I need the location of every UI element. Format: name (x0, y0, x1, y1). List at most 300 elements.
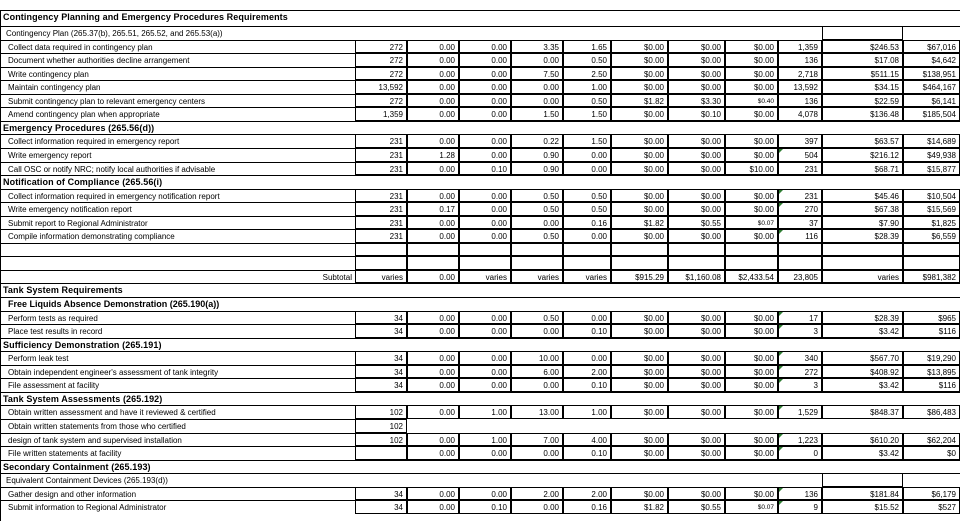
table-row (0, 256, 960, 270)
table-cell: 0.00 (459, 324, 511, 338)
table-cell (668, 256, 725, 270)
table-cell: $67.38 (822, 202, 903, 216)
table-cell: 0.00 (407, 107, 459, 121)
table-cell: 0.00 (407, 162, 459, 176)
table-cell (903, 243, 960, 257)
table-cell: 4,078 (778, 107, 822, 121)
table-cell: $0.00 (611, 351, 668, 365)
table-cell: 0.17 (407, 202, 459, 216)
subsection-label: Equivalent Containment Devices (265.193(d)) (0, 473, 822, 487)
table-cell: 0.50 (511, 229, 563, 243)
table-row (0, 338, 960, 352)
row-label: Collect information required in emergency notification report (0, 189, 355, 203)
table-cell: $0.00 (611, 433, 668, 447)
table-cell: 1,359 (778, 40, 822, 54)
table-cell: $17.08 (822, 53, 903, 67)
table-cell: 2.00 (563, 365, 611, 379)
table-cell: 3.35 (511, 40, 563, 54)
table-cell: $610.20 (822, 433, 903, 447)
table-row (0, 378, 960, 392)
table-cell: 0.00 (459, 216, 511, 230)
table-cell: $3.42 (822, 324, 903, 338)
table-cell: $28.39 (822, 311, 903, 325)
table-cell (822, 243, 903, 257)
table-cell: 0.10 (459, 500, 511, 514)
table-cell: $0.00 (725, 351, 778, 365)
table-row (0, 311, 960, 325)
table-cell: $0.00 (611, 405, 668, 419)
table-row (0, 283, 960, 297)
table-cell: 231 (355, 229, 407, 243)
table-cell: 0.00 (407, 189, 459, 203)
table-cell: 0.22 (511, 134, 563, 148)
table-cell: 1.65 (563, 40, 611, 54)
table-row (0, 500, 960, 514)
table-cell (611, 256, 668, 270)
table-cell: $0.00 (668, 80, 725, 94)
table-cell: 0.00 (407, 40, 459, 54)
table-cell: $0.00 (668, 365, 725, 379)
table-cell: 0.00 (407, 67, 459, 81)
table-cell (725, 256, 778, 270)
table-cell: $0.00 (725, 311, 778, 325)
table-cell: $0 (903, 446, 960, 460)
table-cell: 2.00 (511, 487, 563, 501)
section-heading: Tank System Requirements (0, 283, 960, 297)
row-label: Submit contingency plan to relevant emergency centers (0, 94, 355, 108)
table-row (0, 351, 960, 365)
table-cell (903, 473, 960, 487)
table-cell: 6.00 (511, 365, 563, 379)
table-cell: 116 (778, 229, 822, 243)
table-cell: $0.00 (725, 53, 778, 67)
cell-comment-marker (779, 501, 783, 505)
table-cell: 1.50 (511, 107, 563, 121)
table-cell: 0.00 (459, 80, 511, 94)
table-cell: 136 (778, 94, 822, 108)
table-row (0, 392, 960, 406)
table-cell: $0.00 (668, 189, 725, 203)
table-cell (511, 243, 563, 257)
table-cell: 272 (355, 67, 407, 81)
table-cell: $0.00 (611, 202, 668, 216)
table-cell: $22.59 (822, 94, 903, 108)
table-cell: $116 (903, 378, 960, 392)
table-cell: $45.46 (822, 189, 903, 203)
table-cell: $4,642 (903, 53, 960, 67)
table-cell: $0.00 (725, 189, 778, 203)
table-cell: 0.50 (563, 189, 611, 203)
table-cell: $0.00 (611, 80, 668, 94)
table-cell: $0.00 (725, 229, 778, 243)
table-cell: 231 (355, 216, 407, 230)
table-cell: $0.00 (611, 162, 668, 176)
table-cell: 17 (778, 311, 822, 325)
table-cell: $13,895 (903, 365, 960, 379)
table-cell: $0.00 (668, 162, 725, 176)
table-cell (563, 243, 611, 257)
row-label: Obtain independent engineer's assessment of tank integrity (0, 365, 355, 379)
table-cell: $0.00 (725, 487, 778, 501)
table-cell: 34 (355, 311, 407, 325)
table-row (0, 460, 960, 474)
table-cell: $0.00 (611, 446, 668, 460)
table-cell: $0.00 (611, 311, 668, 325)
table-cell: 0.00 (511, 446, 563, 460)
table-cell: $0.00 (725, 134, 778, 148)
table-cell: 0.00 (459, 487, 511, 501)
row-label: File assessment at facility (0, 378, 355, 392)
row-label: Perform leak test (0, 351, 355, 365)
table-cell: $6,559 (903, 229, 960, 243)
table-cell: varies (822, 270, 903, 284)
table-cell: $0.00 (668, 67, 725, 81)
table-cell: $0.00 (668, 53, 725, 67)
table-cell: $138,951 (903, 67, 960, 81)
table-cell: 0.00 (407, 365, 459, 379)
table-cell: 0.00 (407, 94, 459, 108)
table-cell: 0.00 (459, 94, 511, 108)
table-cell: $0.00 (611, 134, 668, 148)
row-label: Place test results in record (0, 324, 355, 338)
table-cell (668, 243, 725, 257)
table-cell: $0.00 (611, 148, 668, 162)
table-row (0, 80, 960, 94)
table-cell: 0.00 (407, 405, 459, 419)
table-cell: 0.10 (563, 378, 611, 392)
table-cell: 0.10 (563, 324, 611, 338)
table-cell (459, 256, 511, 270)
table-cell: $0.00 (725, 433, 778, 447)
table-cell: $0.00 (611, 40, 668, 54)
table-cell: 231 (355, 134, 407, 148)
table-cell: 3 (778, 378, 822, 392)
row-label: Maintain contingency plan (0, 80, 355, 94)
table-cell: $0.55 (668, 216, 725, 230)
table-cell: $464,167 (903, 80, 960, 94)
table-cell: $0.00 (725, 365, 778, 379)
table-cell: 1,359 (355, 107, 407, 121)
table-row (0, 189, 960, 203)
table-cell: 9 (778, 500, 822, 514)
table-cell: $49,938 (903, 148, 960, 162)
table-cell: $0.00 (725, 202, 778, 216)
table-cell (822, 26, 903, 40)
table-cell: 1.50 (563, 107, 611, 121)
table-cell: $1,825 (903, 216, 960, 230)
table-cell (355, 243, 407, 257)
table-cell: $0.00 (611, 365, 668, 379)
subsection-heading: Free Liquids Absence Demonstration (265.190(a)) (0, 297, 960, 311)
table-cell: $10,504 (903, 189, 960, 203)
subsection-label: Contingency Plan (265.37(b), 265.51, 265.52, and 265.53(a)) (0, 26, 822, 40)
table-cell: $511.15 (822, 67, 903, 81)
table-cell (778, 243, 822, 257)
table-cell: $62,204 (903, 433, 960, 447)
table-cell: $3.42 (822, 446, 903, 460)
table-cell: 0.00 (459, 107, 511, 121)
table-cell (459, 243, 511, 257)
table-cell: 0.00 (459, 148, 511, 162)
table-cell: $185,504 (903, 107, 960, 121)
table-cell: 0.00 (459, 134, 511, 148)
table-cell: 0.00 (407, 500, 459, 514)
table-cell: 0.00 (563, 148, 611, 162)
cell-comment-marker (779, 366, 783, 370)
table-cell: $0.07 (725, 500, 778, 514)
table-cell: 272 (355, 94, 407, 108)
table-cell (407, 256, 459, 270)
table-cell: $0.00 (611, 53, 668, 67)
table-cell (511, 256, 563, 270)
table-cell: $34.15 (822, 80, 903, 94)
row-label: Collect data required in contingency plan (0, 40, 355, 54)
table-cell (0, 256, 355, 270)
cell-comment-marker (779, 447, 783, 451)
table-cell: 0.16 (563, 216, 611, 230)
table-cell: 0.00 (511, 216, 563, 230)
table-cell: $0.00 (725, 107, 778, 121)
table-cell: $0.00 (725, 40, 778, 54)
table-cell: $0.00 (668, 433, 725, 447)
table-row (0, 40, 960, 54)
table-cell (407, 243, 459, 257)
table-cell: 231 (355, 202, 407, 216)
row-label: Compile information demonstrating compliance (0, 229, 355, 243)
table-row (0, 148, 960, 162)
table-cell: 340 (778, 351, 822, 365)
table-cell: 0.90 (511, 162, 563, 176)
table-cell: 0 (778, 446, 822, 460)
table-cell: 231 (355, 148, 407, 162)
table-row (0, 53, 960, 67)
cell-comment-marker (779, 325, 783, 329)
table-cell: 1.00 (563, 80, 611, 94)
section-heading: Secondary Containment (265.193) (0, 460, 960, 474)
table-cell: 1.28 (407, 148, 459, 162)
table-cell (355, 256, 407, 270)
table-cell: 0.10 (563, 446, 611, 460)
table-row (0, 433, 960, 447)
row-label: Amend contingency plan when appropriate (0, 107, 355, 121)
cell-comment-marker (779, 190, 783, 194)
table-cell: 0.00 (459, 311, 511, 325)
table-cell: $28.39 (822, 229, 903, 243)
table-cell: 0.00 (407, 487, 459, 501)
cell-comment-marker (779, 488, 783, 492)
table-cell: 231 (778, 162, 822, 176)
table-cell: 397 (778, 134, 822, 148)
table-cell: 1.00 (459, 405, 511, 419)
table-cell: $14,689 (903, 134, 960, 148)
table-cell: $1.82 (611, 500, 668, 514)
table-cell: $7.90 (822, 216, 903, 230)
table-cell: $0.00 (725, 148, 778, 162)
table-cell: $0.00 (611, 487, 668, 501)
table-cell: 0.00 (511, 80, 563, 94)
table-cell: $0.00 (668, 351, 725, 365)
table-cell: 0.00 (407, 446, 459, 460)
cell-comment-marker (779, 406, 783, 410)
table-cell: 0.00 (407, 378, 459, 392)
table-row (0, 419, 960, 433)
table-row (0, 134, 960, 148)
table-cell: 272 (778, 365, 822, 379)
table-row (0, 270, 960, 284)
table-cell: $3.42 (822, 378, 903, 392)
table-cell: $68.71 (822, 162, 903, 176)
table-row (0, 121, 960, 135)
table-cell: $1,160.08 (668, 270, 725, 284)
table-cell: 7.00 (511, 433, 563, 447)
table-cell: $0.00 (725, 80, 778, 94)
table-cell: 4.00 (563, 433, 611, 447)
cell-comment-marker (779, 203, 783, 207)
row-label: Perform tests as required (0, 311, 355, 325)
table-row (0, 324, 960, 338)
table-cell: $408.92 (822, 365, 903, 379)
table-cell: $0.00 (668, 324, 725, 338)
subtotal-label: Subtotal (0, 270, 355, 284)
table-cell (563, 256, 611, 270)
table-cell: 136 (778, 53, 822, 67)
table-cell: 0.00 (459, 189, 511, 203)
table-cell: 0.50 (511, 189, 563, 203)
table-cell (822, 256, 903, 270)
table-cell: $10.00 (725, 162, 778, 176)
table-cell: 0.00 (407, 229, 459, 243)
table-cell: 0.00 (459, 365, 511, 379)
row-label: Call OSC or notify NRC; notify local authorities if advisable (0, 162, 355, 176)
table-cell: $0.00 (668, 311, 725, 325)
table-cell: 102 (355, 433, 407, 447)
table-cell: 0.00 (459, 378, 511, 392)
table-cell: $567.70 (822, 351, 903, 365)
table-row (0, 446, 960, 460)
table-cell: 1.00 (459, 433, 511, 447)
table-cell: varies (563, 270, 611, 284)
table-cell: $0.00 (725, 378, 778, 392)
table-row (0, 162, 960, 176)
table-cell: 34 (355, 365, 407, 379)
table-cell: 0.00 (407, 324, 459, 338)
table-cell: 3 (778, 324, 822, 338)
table-cell: 0.00 (563, 162, 611, 176)
table-cell: $527 (903, 500, 960, 514)
table-cell: 0.10 (459, 162, 511, 176)
table-cell: 0.00 (407, 216, 459, 230)
section-heading: Sufficiency Demonstration (265.191) (0, 338, 960, 352)
table-cell: $19,290 (903, 351, 960, 365)
table-row (0, 229, 960, 243)
table-cell: 231 (355, 189, 407, 203)
row-label: Write emergency report (0, 148, 355, 162)
table-cell: $15,569 (903, 202, 960, 216)
table-cell: 10.00 (511, 351, 563, 365)
table-cell: 0.00 (563, 229, 611, 243)
table-cell: $216.12 (822, 148, 903, 162)
row-label: Submit information to Regional Administrator (0, 500, 355, 514)
section-heading: Tank System Assessments (265.192) (0, 392, 960, 406)
table-cell: $1.82 (611, 216, 668, 230)
table-cell: $181.84 (822, 487, 903, 501)
table-cell: $3.30 (668, 94, 725, 108)
table-cell: $0.00 (725, 446, 778, 460)
table-cell: $0.00 (725, 67, 778, 81)
table-cell: 0.00 (459, 351, 511, 365)
cell-comment-marker (779, 312, 783, 316)
cell-comment-marker (779, 434, 783, 438)
table-cell: 102 (355, 405, 407, 419)
table-cell: 0.00 (459, 202, 511, 216)
table-cell: 0.50 (511, 202, 563, 216)
table-cell: $0.00 (668, 446, 725, 460)
table-cell: 0.16 (563, 500, 611, 514)
table-cell: 0.00 (407, 53, 459, 67)
table-cell: varies (355, 270, 407, 284)
table-cell: 231 (778, 189, 822, 203)
table-cell: 7.50 (511, 67, 563, 81)
table-cell: $0.10 (668, 107, 725, 121)
table-cell: $0.07 (725, 216, 778, 230)
table-cell: $0.00 (668, 40, 725, 54)
table-cell: 0.50 (563, 94, 611, 108)
table-cell: 272 (355, 40, 407, 54)
table-cell: 0.00 (459, 40, 511, 54)
table-cell: 13,592 (778, 80, 822, 94)
table-cell: $848.37 (822, 405, 903, 419)
table-cell: 0.90 (511, 148, 563, 162)
table-cell: $15.52 (822, 500, 903, 514)
table-cell (355, 446, 407, 460)
table-cell: $63.57 (822, 134, 903, 148)
table-row (0, 67, 960, 81)
table-cell: 1.50 (563, 134, 611, 148)
table-cell: 0.00 (407, 134, 459, 148)
table-cell: 1.00 (563, 405, 611, 419)
table-cell: $15,877 (903, 162, 960, 176)
table-cell: $0.00 (611, 67, 668, 81)
table-cell: 37 (778, 216, 822, 230)
table-cell: 0.00 (407, 270, 459, 284)
table-cell: 23,805 (778, 270, 822, 284)
table-cell: 504 (778, 148, 822, 162)
table-cell: $116 (903, 324, 960, 338)
table-cell (822, 473, 903, 487)
table-cell: $0.00 (668, 378, 725, 392)
table-cell: $0.00 (668, 202, 725, 216)
table-row (0, 94, 960, 108)
table-cell: $136.48 (822, 107, 903, 121)
table-row (0, 405, 960, 419)
table-cell: 34 (355, 351, 407, 365)
table-cell: 0.50 (511, 311, 563, 325)
table-cell: $0.00 (668, 134, 725, 148)
table-cell: 1,223 (778, 433, 822, 447)
table-cell: 0.00 (511, 94, 563, 108)
cell-comment-marker (779, 230, 783, 234)
page-title: Contingency Planning and Emergency Procedures Requirements (3, 12, 288, 22)
table-row (0, 107, 960, 121)
row-label: Obtain written assessment and have it reviewed & certified (0, 405, 355, 419)
table-cell (778, 256, 822, 270)
table-cell: $0.00 (725, 405, 778, 419)
table-cell: $246.53 (822, 40, 903, 54)
table-cell: 2.50 (563, 67, 611, 81)
table-cell: 0.00 (563, 311, 611, 325)
table-cell: $0.00 (611, 107, 668, 121)
table-cell: 2,718 (778, 67, 822, 81)
